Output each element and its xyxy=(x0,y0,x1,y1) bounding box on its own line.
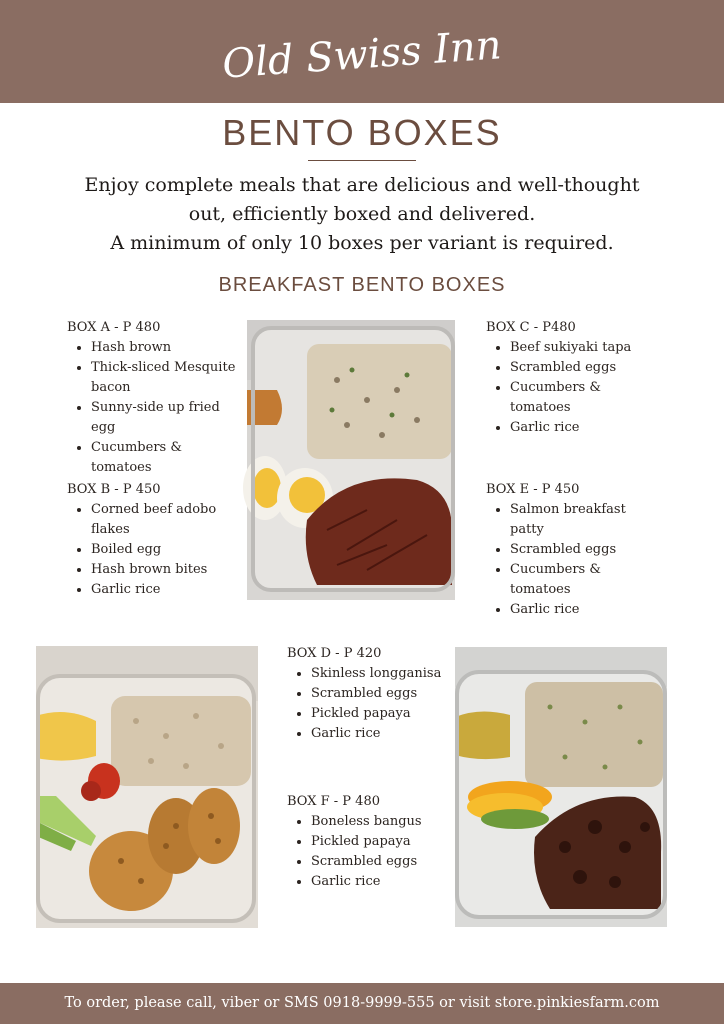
box-c-items xyxy=(486,338,636,438)
bento-photo-box-a xyxy=(36,646,258,928)
box-d-title: BOX D - P 420 xyxy=(287,646,382,661)
list-item: • Garlic rice xyxy=(311,872,447,892)
box-b-title: BOX B - P 450 xyxy=(67,482,161,497)
intro-line: out, efficiently boxed and delivered. xyxy=(188,203,536,225)
list-item: • Garlic rice xyxy=(311,724,447,744)
list-item: • Sunny-side up fried egg xyxy=(91,398,237,438)
list-item: • Cucumbers & tomatoes xyxy=(510,378,636,418)
list-item: • Boiled egg xyxy=(91,540,242,560)
list-item: • Scrambled eggs xyxy=(311,852,447,872)
box-a xyxy=(67,318,237,478)
old-swiss-inn-logo xyxy=(220,12,503,92)
list-item: • Scrambled eggs xyxy=(510,540,636,560)
box-d xyxy=(287,644,447,744)
list-item: • Scrambled eggs xyxy=(510,358,636,378)
list-item: • Skinless longganisa xyxy=(311,664,447,684)
box-b-items xyxy=(67,500,242,600)
bento-photo-box-b xyxy=(247,320,455,600)
box-c-title: BOX C - P480 xyxy=(486,320,576,335)
box-a-items xyxy=(67,338,237,478)
intro-line: A minimum of only 10 boxes per variant is required. xyxy=(110,232,614,254)
box-f xyxy=(287,792,447,892)
list-item: • Pickled papaya xyxy=(311,704,447,724)
footer-contact: To order, please call, viber or SMS 0918-9999-555 or visit store.pinkiesfarm.com xyxy=(0,983,724,1024)
list-item: • Thick-sliced Mesquite bacon xyxy=(91,358,237,398)
svg-text:Old Swiss Inn: Old Swiss Inn xyxy=(220,21,503,88)
page-title: BENTO BOXES xyxy=(222,112,502,153)
list-item: • Cucumbers & tomatoes xyxy=(510,560,636,600)
box-e xyxy=(486,480,636,620)
section-subtitle: BREAKFAST BENTO BOXES xyxy=(218,274,506,296)
list-item: • Hash brown xyxy=(91,338,237,358)
list-item: • Scrambled eggs xyxy=(311,684,447,704)
intro-text xyxy=(40,171,684,258)
list-item: • Garlic rice xyxy=(91,580,242,600)
intro-line: Enjoy complete meals that are delicious and well-thought xyxy=(84,174,640,196)
box-c xyxy=(486,318,636,438)
list-item: • Garlic rice xyxy=(510,600,636,620)
box-f-title: BOX F - P 480 xyxy=(287,794,380,809)
list-item: • Corned beef adobo flakes xyxy=(91,500,242,540)
list-item: • Hash brown bites xyxy=(91,560,242,580)
list-item: • Pickled papaya xyxy=(311,832,447,852)
list-item: • Garlic rice xyxy=(510,418,636,438)
title-divider xyxy=(308,160,416,161)
box-d-items xyxy=(287,664,447,744)
box-e-title: BOX E - P 450 xyxy=(486,482,580,497)
list-item: • Beef sukiyaki tapa xyxy=(510,338,636,358)
bento-photo-box-c xyxy=(455,647,667,927)
list-item: • Cucumbers & tomatoes xyxy=(91,438,237,478)
box-e-items xyxy=(486,500,636,620)
header-bar xyxy=(0,0,724,103)
box-f-items xyxy=(287,812,447,892)
list-item: • Boneless bangus xyxy=(311,812,447,832)
list-item: • Salmon breakfast patty xyxy=(510,500,636,540)
box-b xyxy=(67,480,242,600)
box-a-title: BOX A - P 480 xyxy=(67,320,161,335)
